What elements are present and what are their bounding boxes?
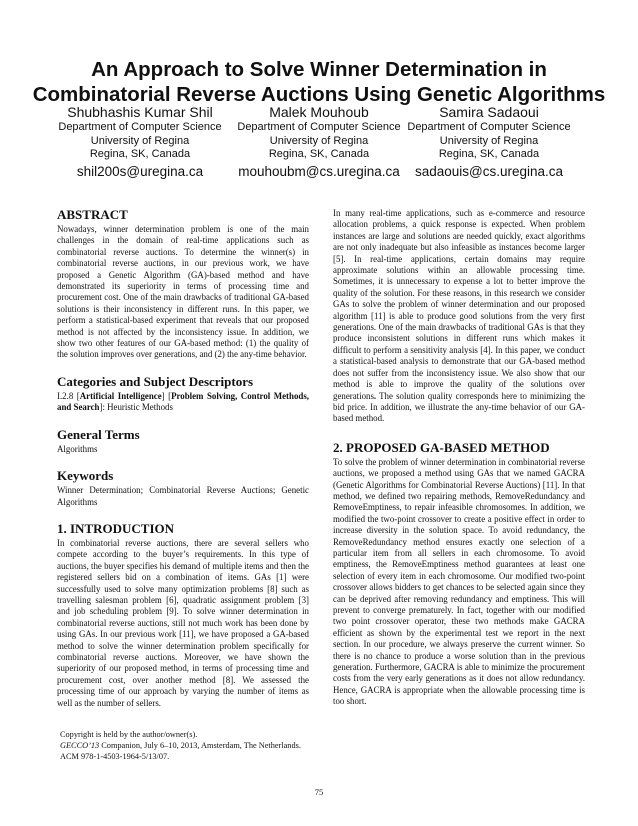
author-name: Samira Sadaoui — [439, 104, 539, 120]
abstract-text: Nowadays, winner determination problem is one of the main challenges in the domain of real-time applications such as combinatorial reverse auctions. To determine the winner(s) in combinatorial reverse auctions, in our previous work, we have proposed a Genetic Algorithm (GA)-based method and have demonstrated its superiority in terms of processing time and procurement cost. One of the main drawbacks of traditional GA-based solutions is their inconsistency in different runs. In this paper, we perform a statistical-based experiment that reveals that our proposed method is not affected by the inconsistency issue. In addition, we show two other features of our GA-based method: (1) the quality of the solution improves over generations, and (2) the any-time behavior. — [57, 224, 309, 360]
abstract-heading: ABSTRACT — [57, 207, 128, 222]
paper-title — [0, 57, 638, 107]
author-university: University of Regina — [439, 134, 539, 147]
introduction-continued-text — [333, 208, 585, 425]
left-column — [57, 207, 309, 709]
conference-details: Companion, July 6–10, 2013, Amsterdam, The Netherlands. — [99, 741, 301, 750]
author-department: Department of Computer Science — [58, 121, 222, 133]
category-bold-2: Problem Solving, Control Methods, and Search — [57, 390, 309, 413]
author-email: sadaouis@cs.uregina.ca — [414, 163, 564, 179]
introduction-heading: 1. INTRODUCTION — [57, 520, 175, 536]
author-block — [0, 104, 638, 179]
page-number: 75 — [314, 787, 324, 797]
intro-continued-part-b: The solution quality corresponds here to minimizing the bid price. In addition, we illustrate the any-time behavior of our GA-based method. — [333, 390, 585, 424]
author-3 — [394, 104, 584, 181]
conference-line — [60, 740, 350, 751]
author-department: Department of Computer Science — [407, 121, 571, 133]
category-bold-1: Artificial Intelligence — [79, 390, 162, 401]
conference-name: GECCO’13 — [60, 741, 100, 750]
keywords-heading: Keywords — [57, 468, 114, 484]
intro-continued-part-a: In many real-time applications, such as e-commerce and resource allocation problems, a quick response is expected. When problem instances are large and solutions are needed quickly, exact algorithms are not only inadequate but also infeasible as instances become larger [5]. In real-time applications, certain domains may require approximate solutions within an allowable processing time. Sometimes, it is unnecessary to expense a lot to better improve the quality of the solution. For these reasons, in this research we consider GAs to solve the problem of winner determination and our proposed algorithm [11] is able to produce good solutions from the very first generations. One of the main drawbacks of traditional GAs is that they produce inconsistent solutions in different runs which makes it difficult to perform a sensitivity analysis [4]. In this paper, we conduct a statistical-based analysis to demonstrate that our GA-based method does not suffer from the inconsistency issue. We also show that our method is able to improve the quality of the solutions over generations — [333, 208, 585, 401]
general-terms-text: Algorithms — [57, 443, 98, 454]
acm-line: ACM 978-1-4503-1964-5/13/07. — [60, 752, 170, 761]
categories-heading: Categories and Subject Descriptors — [57, 373, 254, 389]
proposed-method-text: To solve the problem of winner determination in combinatorial reverse auctions, we proposed a method using GAs that we named GACRA (Genetic Algorithms for Combinatorial Reverse Auctions) [11]. In that method, we defined two repairing methods, RemoveRedundancy and RemoveEmptiness, to repair infeasible chromosomes. In addition, we modified the two-point crossover to create a positive effect in order to increase diversity in the solution space. To avoid redundancy, the RemoveRedundancy method ensures exactly one selection of a particular item from all sellers in each chromosome. To avoid emptiness, the RemoveEmptiness method guarantees at least one selection of every item in each chromosome. Our modified two-point crossover allows bidders to get chances to be selected again since they can be deprived after removing redundancy and emptiness. This will prevent to converge prematurely. In fact, together with our modified two point crossover operator, these two methods make GACRA efficient as shown by the experimental test we report in the next section. In our procedure, we always preserve the current winner. So there is no chance to produce a worse solution than in the previous generation. Furthermore, GACRA is able to minimize the procurement costs from the very early generations as it does not allow redundancy. Hence, GACRA is appropriate when the allowable processing time is too short. — [333, 456, 585, 707]
introduction-text: In combinatorial reverse auctions, there are several sellers who compete according to the buyer’s requirements. In this type of auctions, the buyer specifies his demand of multiple items and then the registered sellers bid on a combination of items. GAs [1] were successfully used to solve many optimization problems [8] such as travelling salesman problem [6], quadratic assignment problem [3] and job scheduling problem [9]. To solve winner determination in combinatorial reverse auctions, still not much work has been done by using GAs. In our previous work [11], we have proposed a GA-based method to solve the winner determination problem specifically for combinatorial reverse auctions. Moreover, we have shown the superiority of our proposed method, in terms of processing time and procurement cost, over another method [8]. We assessed the processing time of our approach by varying the number of items as well as the number of sellers. — [57, 537, 309, 708]
copyright-line: Copyright is held by the author/owner(s). — [60, 730, 198, 739]
author-university: University of Regina — [90, 134, 190, 147]
title-line-2: Combinatorial Reverse Auctions Using Genetic Algorithms — [32, 83, 606, 106]
author-location: Regina, SK, Canada — [438, 148, 540, 160]
author-1 — [45, 104, 235, 181]
categories-text — [57, 391, 309, 414]
author-location: Regina, SK, Canada — [89, 148, 191, 160]
author-name: Malek Mouhoub — [269, 104, 369, 120]
proposed-method-heading: 2. PROPOSED GA-BASED METHOD — [333, 439, 550, 455]
author-university: University of Regina — [269, 134, 369, 147]
author-email: mouhoubm@cs.uregina.ca — [238, 163, 400, 179]
general-terms-heading: General Terms — [57, 426, 140, 442]
title-line-1: An Approach to Solve Winner Determination in — [91, 58, 547, 81]
author-department: Department of Computer Science — [237, 121, 401, 133]
copyright-footer — [60, 729, 350, 762]
category-code: I.2.8 [ — [57, 390, 80, 401]
author-location: Regina, SK, Canada — [268, 148, 370, 160]
keywords-text: Winner Determination; Combinatorial Reverse Auctions; Genetic Algorithms — [57, 485, 309, 507]
right-column — [333, 208, 585, 708]
author-2 — [224, 104, 414, 181]
author-email: shil200s@uregina.ca — [76, 163, 204, 179]
category-mid: ] [ — [161, 390, 172, 401]
intro-continued-bold-period: . — [373, 390, 377, 401]
author-name: Shubhashis Kumar Shil — [67, 104, 213, 120]
category-tail: ]: Heuristic Methods — [99, 402, 173, 413]
